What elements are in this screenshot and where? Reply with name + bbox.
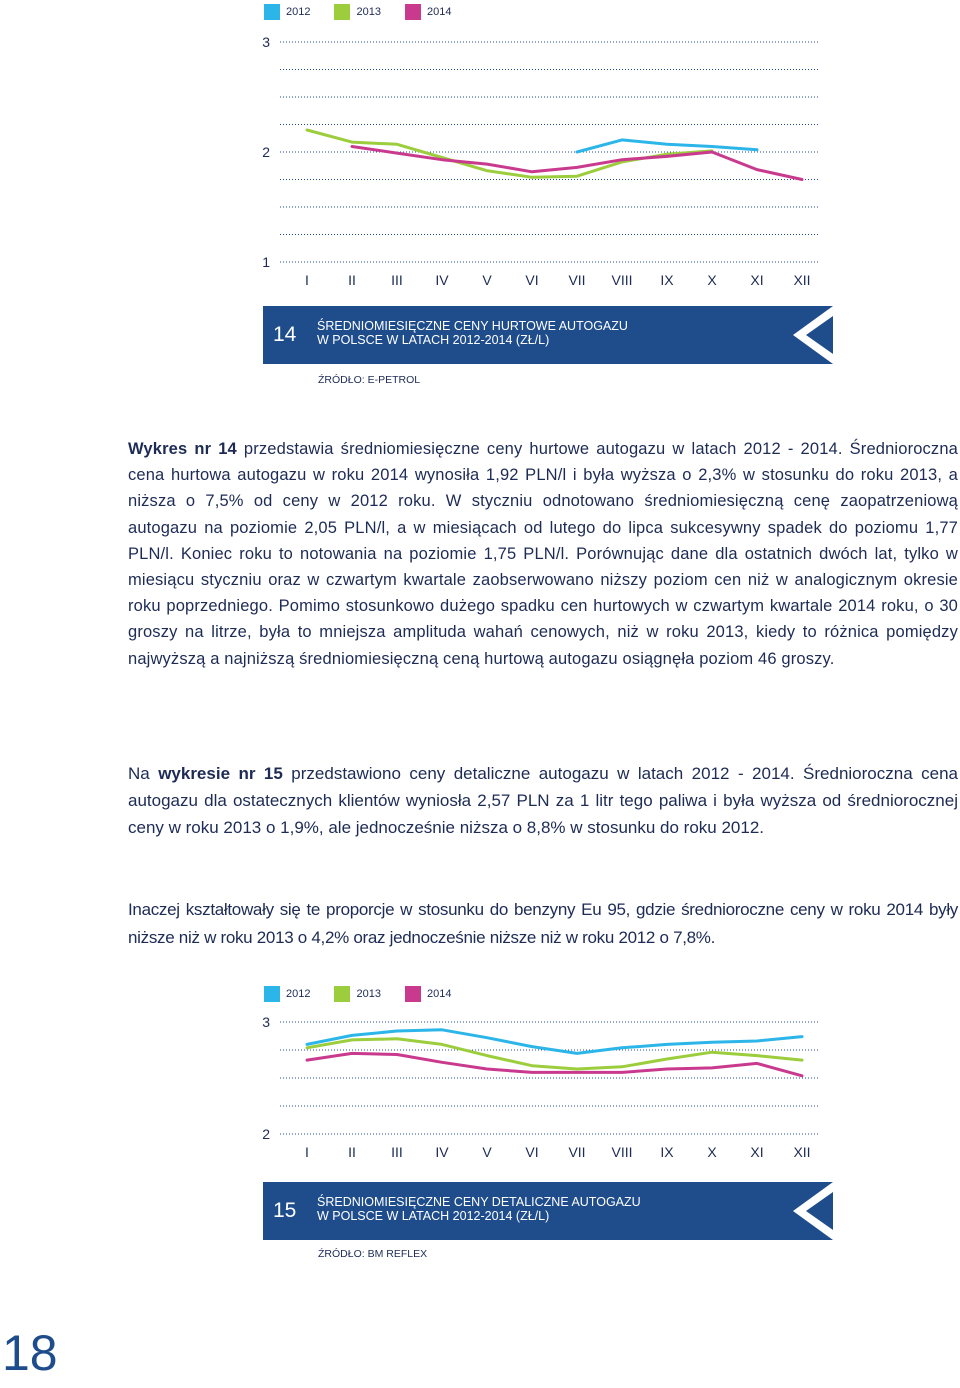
figure-14-caption xyxy=(263,306,833,364)
legend-label-2014: 2014 xyxy=(426,988,452,1000)
legend-label-2012: 2012 xyxy=(286,988,311,1000)
x-tick-label: V xyxy=(482,1144,492,1160)
y-tick-label: 1 xyxy=(262,254,270,270)
series-line-2013 xyxy=(307,130,712,177)
x-tick-label: XII xyxy=(793,272,811,288)
paragraph-chart14 xyxy=(128,436,958,672)
legend-item-2014 xyxy=(405,4,451,20)
legend-item-2012 xyxy=(264,4,310,20)
chart15-legend xyxy=(264,986,461,1002)
legend-item-2013 xyxy=(334,986,380,1002)
figure-14-title-line2: W POLSCE W LATACH 2012-2014 (ZŁ/L) xyxy=(317,333,550,347)
x-tick-label: III xyxy=(391,1144,403,1160)
figure-14-source: ŹRÓDŁO: E-PETROL xyxy=(318,374,421,386)
paragraph-eu95: Inaczej kształtowały się te proporcje w stosunku do benzyny Eu 95, gdzie średnioroczne ceny w roku 2014 były niższe niż w roku 2013 o 4,2% oraz jednocześnie niższe niż w roku 2012 o 7,8%. xyxy=(128,900,958,947)
chevron-left-icon xyxy=(793,306,833,364)
legend-label-2013: 2013 xyxy=(356,988,381,1000)
x-tick-label: II xyxy=(348,272,356,288)
chevron-left-icon xyxy=(793,1182,833,1240)
chart-15-retail-prices xyxy=(250,1010,830,1164)
legend-swatch-2014 xyxy=(405,4,421,20)
paragraph1-text: przedstawia średniomiesięczne ceny hurtowe autogazu w latach 2012 - 2014. Średnioroczna cena hurtowa autogazu w roku 2014 wynosiła 1,92 PLN/l i była wyższa o 2,3% w stosunku do roku 2013, a niższa o 7,5% od ceny w 2012 roku. W styczniu odnotowano średniomiesięczną cenę zaopatrzeniową autogazu na poziomie 2,05 PLN/l, a w miesiącach od lutego do lipca sukcesywny spadek do poziomu 1,77 PLN/l. Koniec roku to notowania na poziomie 1,75 PLN/l. Porównując dane dla ostatnich dwóch lat, tylko w miesiącu styczniu oraz w czwartym kwartale zaobserwowano niższy poziom cen niż w analogicznym okresie roku poprzedniego. Pomimo stosunkowo dużego spadku cen hurtowych w czwartym kwartale 2014 roku, o 30 groszy na litrze, była to mniejsza amplituda wahań cenowych, niż w roku 2013, kiedy to różnica pomiędzy najwyższą a najniższą średniomiesięczną ceną hurtową autogazu osiągnęła poziom 46 groszy. xyxy=(128,440,958,668)
x-tick-label: IX xyxy=(660,1144,674,1160)
legend-swatch-2013 xyxy=(334,986,350,1002)
figure-15-title-line2: W POLSCE W LATACH 2012-2014 (ZŁ/L) xyxy=(317,1209,550,1223)
legend-label-2013: 2013 xyxy=(356,6,381,18)
x-tick-label: VII xyxy=(568,1144,586,1160)
legend-item-2012 xyxy=(264,986,310,1002)
x-tick-label: IX xyxy=(660,272,674,288)
x-tick-label: I xyxy=(305,272,309,288)
x-tick-label: VI xyxy=(525,1144,539,1160)
x-tick-label: X xyxy=(707,272,717,288)
paragraph1-bold: Wykres nr 14 xyxy=(128,440,237,458)
figure-14-title-line1: ŚREDNIOMIESIĘCZNE CENY HURTOWE AUTOGAZU xyxy=(317,319,628,333)
legend-item-2013 xyxy=(334,4,380,20)
x-tick-label: VIII xyxy=(611,272,633,288)
figure-15-title-line1: ŚREDNIOMIESIĘCZNE CENY DETALICZNE AUTOGAZU xyxy=(317,1195,641,1209)
x-tick-label: XI xyxy=(750,1144,764,1160)
figure-15-caption xyxy=(263,1182,833,1240)
x-tick-label: II xyxy=(348,1144,356,1160)
y-tick-label: 3 xyxy=(262,34,270,50)
legend-swatch-2012 xyxy=(264,986,280,1002)
x-tick-label: XII xyxy=(793,1144,811,1160)
x-tick-label: V xyxy=(482,272,492,288)
page-number: 18 xyxy=(2,1325,58,1381)
chart-14-wholesale-prices xyxy=(250,30,830,292)
chart14-legend xyxy=(264,4,461,20)
paragraph2-bold: wykresie nr 15 xyxy=(158,764,283,783)
x-tick-label: XI xyxy=(750,272,764,288)
x-tick-label: IV xyxy=(435,272,449,288)
figure-14-title xyxy=(317,319,628,347)
figure-15-number: 15 xyxy=(273,1199,297,1222)
y-tick-label: 2 xyxy=(262,1126,270,1142)
x-tick-label: IV xyxy=(435,1144,449,1160)
series-line-2014 xyxy=(307,1053,802,1075)
x-tick-label: X xyxy=(707,1144,717,1160)
y-tick-label: 2 xyxy=(262,144,270,160)
x-tick-label: III xyxy=(391,272,403,288)
legend-swatch-2014 xyxy=(405,986,421,1002)
x-tick-label: VIII xyxy=(611,1144,633,1160)
x-tick-label: I xyxy=(305,1144,309,1160)
x-tick-label: VII xyxy=(568,272,586,288)
legend-label-2014: 2014 xyxy=(426,6,452,18)
figure-15-source: ŹRÓDŁO: BM REFLEX xyxy=(318,1248,428,1260)
figure-15-title xyxy=(317,1195,641,1223)
legend-item-2014 xyxy=(405,986,451,1002)
series-line-2012 xyxy=(577,140,757,152)
paragraph2-prefix: Na xyxy=(128,764,159,783)
legend-swatch-2012 xyxy=(264,4,280,20)
figure-14-number: 14 xyxy=(273,323,297,346)
legend-label-2012: 2012 xyxy=(286,6,311,18)
paragraph2-text: przedstawiono ceny detaliczne autogazu w latach 2012 - 2014. Średnioroczna cena autogazu dla ostatecznych klientów wyniosła 2,57 PLN za 1 litr tego paliwa i była wyższa od średniorocznej ceny w roku 2013 o 1,9%, ale jednocześnie niższa o 8,8% w stosunku do roku 2012. xyxy=(128,764,958,838)
legend-swatch-2013 xyxy=(334,4,350,20)
y-tick-label: 3 xyxy=(262,1014,270,1030)
x-tick-label: VI xyxy=(525,272,539,288)
paragraph-chart15 xyxy=(128,760,958,842)
